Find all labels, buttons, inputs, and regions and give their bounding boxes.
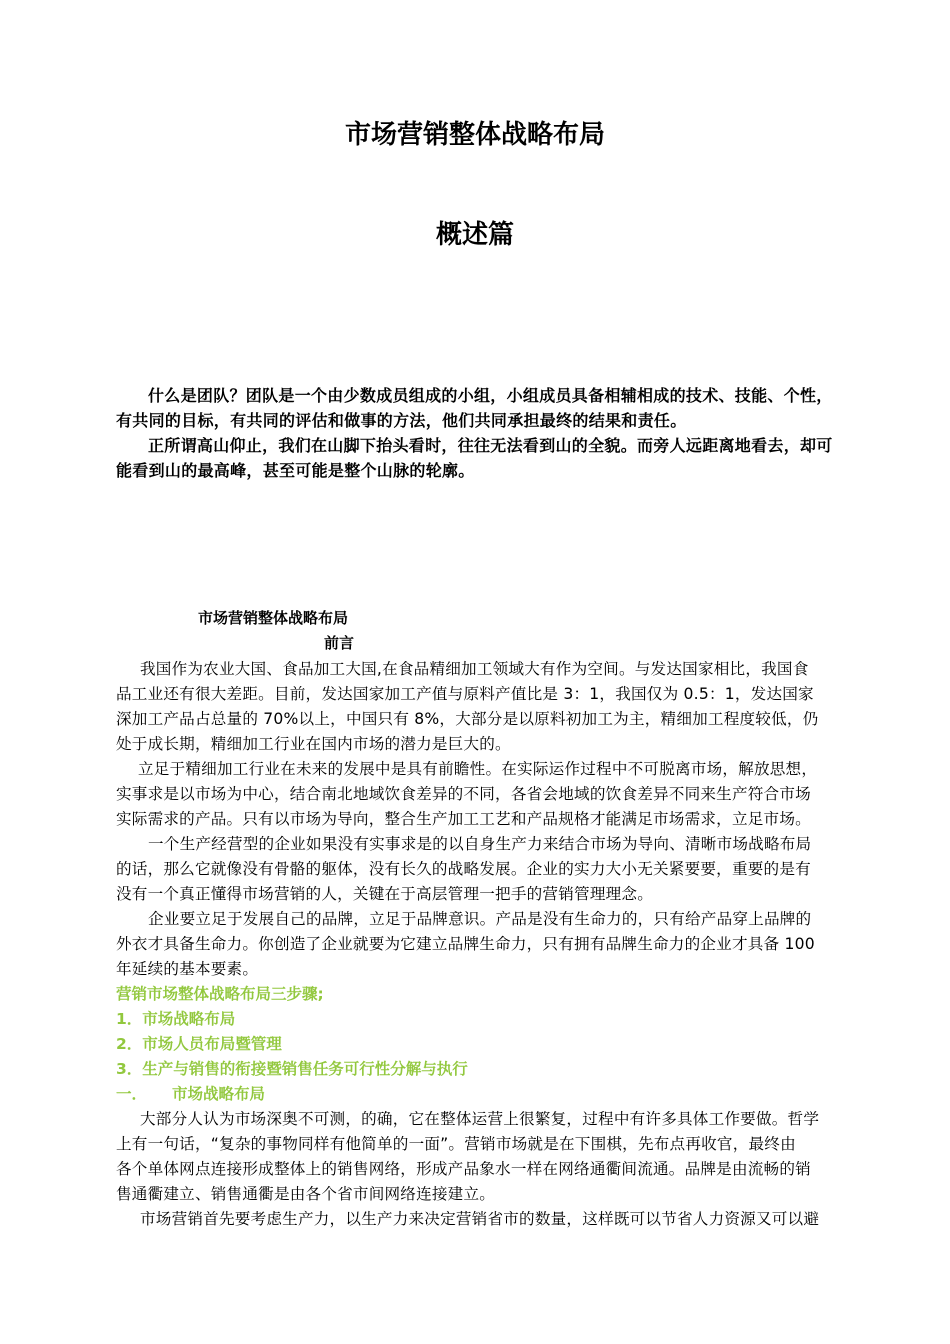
steps-heading: 营销市场整体战略布局三步骤; (116, 985, 324, 1003)
part-one-title: 市场战略布局 (172, 1085, 266, 1103)
body-line: 大部分人认为市场深奥不可测，的确，它在整体运营上很繁复，过程中有许多具体工作要做。哲学 (140, 1110, 820, 1128)
document-subtitle: 概述篇 (435, 220, 514, 250)
body-line: 我国作为农业大国、食品加工大国,在食品精细加工领域大有作为空间。与发达国家相比，我国食 (140, 660, 809, 678)
body-line: 立足于精细加工行业在未来的发展中是具有前瞻性。在实际运作过程中不可脱离市场，解放思想， (138, 760, 818, 778)
intro-line: 正所谓高山仰止，我们在山脚下抬头看时，往往无法看到山的全貌。而旁人远距离地看去，却可 (148, 436, 833, 455)
body-line: 品工业还有很大差距。目前，发达国家加工产值与原料产值比是 3：1，我国仅为 0.5：1，发达国家 (116, 685, 814, 703)
body-line: 实际需求的产品。只有以市场为导向，整合生产加工工艺和产品规格才能满足市场需求，立足市场。 (116, 810, 811, 828)
body-line: 的话，那么它就像没有骨骼的躯体，没有长久的战略发展。企业的实力大小无关紧要要，重要的是有 (116, 860, 811, 878)
part-one-number: 一． (116, 1085, 148, 1103)
intro-line: 有共同的目标，有共同的评估和做事的方法，他们共同承担最终的结果和责任。 (116, 411, 687, 430)
step-item: 1．市场战略布局 (116, 1010, 236, 1028)
body-line: 没有一个真正懂得市场营销的人，关键在于高层管理一把手的营销管理理念。 (116, 885, 653, 903)
step-item: 3．生产与销售的衔接暨销售任务可行性分解与执行 (116, 1060, 468, 1078)
document-title: 市场营销整体战略布局 (344, 120, 605, 150)
body-line: 企业要立足于发展自己的品牌，立足于品牌意识。产品是没有生命力的，只有给产品穿上品牌的 (148, 910, 812, 928)
body-line: 深加工产品占总量的 70%以上，中国只有 8%，大部分是以原料初加工为主，精细加工程度较低，仍 (116, 710, 819, 728)
body-line: 外衣才具备生命力。你创造了企业就要为它建立品牌生命力，只有拥有品牌生命力的企业才具备 100 (116, 935, 815, 953)
body-line: 各个单体网点连接形成整体上的销售网络，形成产品象水一样在网络通衢间流通。品牌是由流畅的销 (116, 1160, 811, 1178)
section-title: 市场营销整体战略布局 (198, 609, 349, 627)
body-line: 一个生产经营型的企业如果没有实事求是的以自身生产力来结合市场为导向、清晰市场战略布局 (148, 835, 812, 853)
step-item: 2．市场人员布局暨管理 (116, 1035, 282, 1053)
intro-line: 什么是团队？团队是一个由少数成员组成的小组，小组成员具备相辅相成的技术、技能、个性， (148, 386, 833, 405)
body-line: 上有一句话，“复杂的事物同样有他简单的一面”。营销市场就是在下围棋，先布点再收官，最终由 (116, 1135, 796, 1153)
preface-heading: 前言 (324, 634, 355, 652)
body-line: 年延续的基本要素。 (116, 960, 259, 978)
intro-line: 能看到山的最高峰，甚至可能是整个山脉的轮廓。 (116, 461, 475, 480)
body-line: 处于成长期，精细加工行业在国内市场的潜力是巨大的。 (116, 735, 511, 753)
body-line: 市场营销首先要考虑生产力，以生产力来决定营销省市的数量，这样既可以节省人力资源又可以避 (140, 1210, 820, 1228)
body-line: 实事求是以市场为中心，结合南北地域饮食差异的不同，各省会地域的饮食差异不同来生产符合市场 (116, 785, 811, 803)
body-line: 售通衢建立、销售通衢是由各个省市间网络连接建立。 (116, 1185, 496, 1203)
